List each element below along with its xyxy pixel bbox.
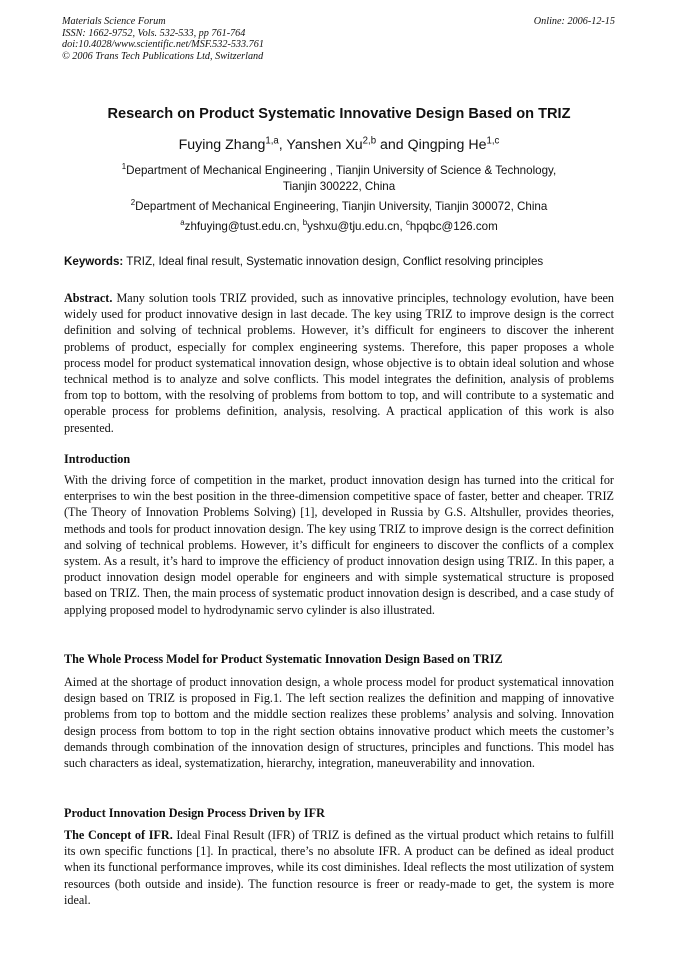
ifr-paragraph	[64, 827, 614, 908]
doi-line: doi:10.4028/www.scientific.net/MSF.532-533.761	[62, 39, 264, 51]
affiliation-superscript: 1	[121, 162, 127, 172]
ifr-label: The Concept of IFR.	[64, 828, 173, 842]
email-separator: ,	[296, 220, 303, 233]
author-separator: ,	[278, 137, 287, 153]
affiliation-line: Department of Mechanical Engineering , Tianjin University of Science & Technology,	[126, 164, 557, 177]
author-name: Fuying Zhang	[178, 137, 266, 153]
keywords-line	[64, 255, 618, 268]
affiliation-superscript: 2	[130, 198, 136, 208]
email-superscript: b	[302, 218, 308, 228]
author-superscript: 1,c	[486, 135, 500, 147]
author-list	[40, 137, 638, 153]
section-paragraph: Aimed at the shortage of product innovation design, a whole process model for product systematical innovation design based on TRIZ is proposed in Fig.1. The left section realizes the definition and mapping of innovative problems from top to bottom and the middle section realizes these problems’ analysis and solving. Innovation design process from bottom to top in the right section obtains innovative product which meets the customer’s demands through combination of the innovation design of structures, principles and functions. This model has such characters as ideal, systematization, hierarchy, integration, maneuverability and innovation.	[64, 675, 614, 771]
abstract-text: Many solution tools TRIZ provided, such as innovative principles, technology evolution, have been widely used for product innovative design in last decade. The key using TRIZ to improve design is the correct definition and solving of technical problems. However, it’s difficult for engineers to discover the inherent problems of product, especially for complex engineering systems. Therefore, this paper proposes a whole process model for product systematical innovation design, whose objective is to obtain ideal solution and whose technical method is to analyze and solve conflicts. This model integrates the definition, analysis of problems from top to bottom, with the resolving of problems from bottom to top, and will contribute to a systematic and operable process for problems definition, analysis, resolving. A practical application of this work is also presented.	[64, 291, 614, 435]
email-address: yshxu@tju.edu.cn	[307, 220, 400, 233]
copyright-line: © 2006 Trans Tech Publications Ltd, Switzerland	[62, 50, 264, 62]
issn-line: ISSN: 1662-9752, Vols. 532-533, pp 761-764	[62, 27, 246, 39]
paper-title: Research on Product Systematic Innovative Design Based on TRIZ	[107, 106, 571, 122]
abstract-label: Abstract.	[64, 291, 113, 305]
email-superscript: a	[180, 218, 185, 228]
journal-header	[62, 16, 615, 62]
section-heading: Product Innovation Design Process Driven by IFR	[64, 806, 325, 820]
email-address: hpqbc@126.com	[409, 220, 498, 233]
section-heading: The Whole Process Model for Product Systematic Innovation Design Based on TRIZ	[64, 652, 503, 666]
affiliation-2	[40, 199, 638, 215]
author-name: Yanshen Xu	[286, 137, 363, 153]
abstract	[64, 290, 614, 436]
keywords-text: TRIZ, Ideal final result, Systematic innovation design, Conflict resolving principles	[123, 255, 544, 268]
introduction-paragraph: With the driving force of competition in the market, product innovation design has turned into the critical for enterprises to win the best position in the three-dimension competitive space of faster, better and cheaper. TRIZ (The Theory of Innovation Problems Solving) [1], developed in Russia by G.S. Altshuller, provides theories, methods and tools for product innovation design. The key using TRIZ to improve design is the correct definition and solving of technical problems. However, it’s difficult for engineers to discover the conflicts of a complex system. As a result, it’s hard to improve the efficiency of product innovation design using TRIZ. In this paper, a product innovation design model operable for engineers and with simple systematical structure is proposed based on TRIZ. Then, the main process of systematic product innovation design is described, and a case study of applying proposed model to hydrodynamic servo cylinder is also illustrated.	[64, 473, 614, 617]
author-superscript: 2,b	[362, 135, 377, 147]
author-separator: and	[376, 137, 408, 153]
author-name: Qingping He	[407, 137, 487, 153]
email-superscript: c	[405, 218, 410, 228]
author-superscript: 1,a	[265, 135, 279, 147]
email-list	[40, 219, 638, 235]
affiliation-line: Department of Mechanical Engineering, Tianjin University, Tianjin 300072, China	[135, 200, 548, 213]
section-heading: Introduction	[64, 452, 131, 466]
journal-name: Materials Science Forum	[62, 16, 166, 27]
keywords-label: Keywords:	[64, 255, 124, 268]
affiliation-line: Tianjin 300222, China	[282, 179, 396, 193]
ifr-text: Ideal Final Result (IFR) of TRIZ is defined as the virtual product which retains to fulfill its own specific functions [1]. In practical, there’s no absolute IFR. A product can be defined as ideal product when its functional performance improves, while its cost diminishes. Ideal reflects the most utilization of system resources (both outside and inside). The function resource is freer or ready-made to get, the system is more ideal.	[64, 828, 614, 907]
email-address: zhfuying@tust.edu.cn	[184, 220, 297, 233]
affiliation-1	[40, 163, 638, 194]
online-date: Online: 2006-12-15	[533, 16, 615, 27]
email-separator: ,	[399, 220, 406, 233]
